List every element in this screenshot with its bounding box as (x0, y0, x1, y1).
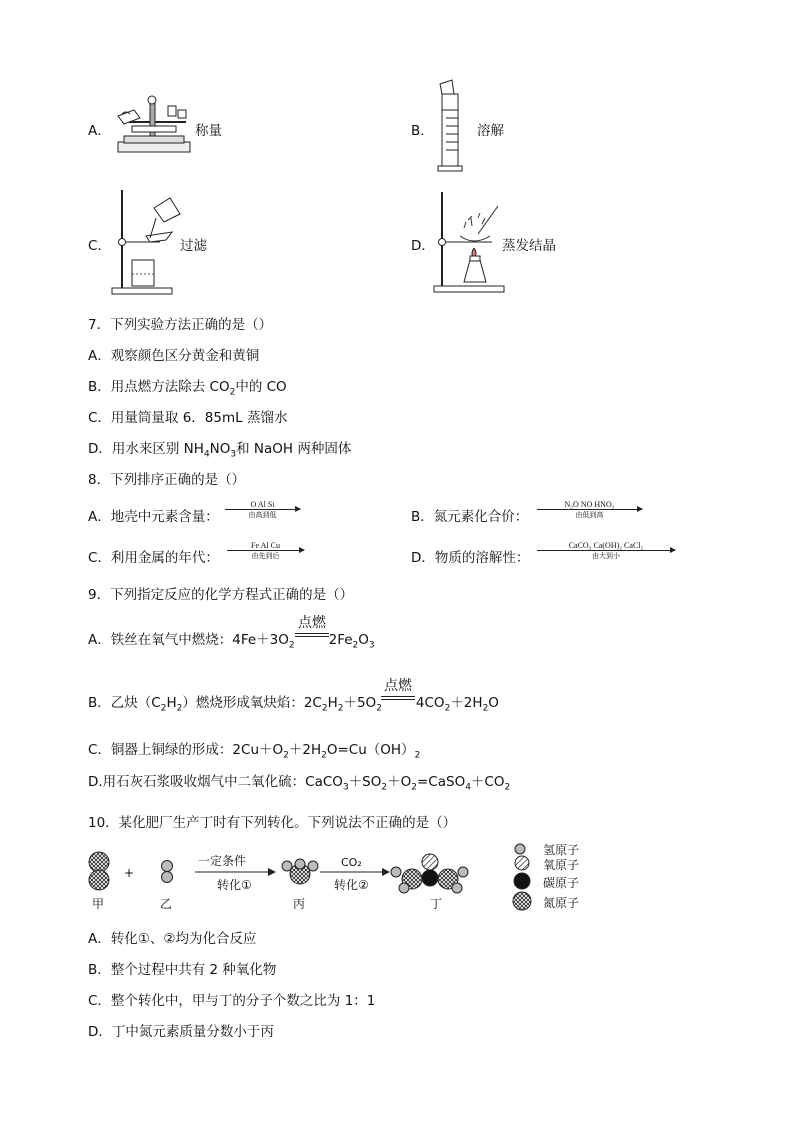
q7-option-a: A．观察颜色区分黄金和黄铜 (88, 348, 260, 364)
arrow1-top-label: 一定条件 (198, 854, 247, 868)
q9-stem: 9．下列指定反应的化学方程式正确的是（） (88, 587, 354, 603)
carbon-atom-icon (514, 873, 530, 889)
plus-sign: + (124, 866, 135, 880)
q8-option-c-arrow: Fe Al Cu 由先到后 (227, 541, 304, 561)
legend-carbon: 碳原子 (543, 876, 580, 890)
q9-option-a: A．铁丝在氧气中燃烧：$4Fe+3O_2$ $2Fe_2O_3$ (88, 632, 375, 651)
arrow2-top-label: CO₂ (341, 856, 362, 869)
q6-option-d-letter: D． (411, 238, 435, 254)
q6-option-a-label: 称量 (195, 123, 222, 139)
q10-stem: 10．某化肥厂生产丁时有下列转化。下列说法不正确的是（） (88, 815, 457, 831)
q8-stem: 8．下列排序正确的是（） (88, 472, 246, 488)
label-yi: 乙 (160, 897, 173, 911)
q6-option-c-label: 过滤 (180, 238, 207, 254)
arrow2-bottom-label: 转化② (334, 878, 369, 892)
q9-option-a-condition: 点燃 (295, 612, 329, 637)
arrow1-bottom-label: 转化① (217, 878, 252, 892)
oxygen-atom-icon (515, 856, 529, 870)
q10-option-a: A．转化①、②均为化合反应 (88, 931, 257, 947)
q8-option-a-arrow: O Al Si 由高到低 (225, 500, 300, 520)
q6-option-b-label: 溶解 (477, 123, 504, 139)
q6-option-a-letter: A． (88, 123, 111, 139)
label-jia: 甲 (92, 897, 105, 911)
q8-option-c-label: C．利用金属的年代： (88, 550, 219, 566)
q7-stem: 7．下列实验方法正确的是（） (88, 317, 273, 333)
q9-option-b-condition: 点燃 (381, 675, 415, 700)
q10-option-d: D．丁中氮元素质量分数小于丙 (88, 1024, 274, 1040)
q6-option-c-letter: C． (88, 238, 111, 254)
q6-option-b-letter: B． (411, 123, 434, 139)
q7-option-c: C．用量筒量取 6．85mL 蒸馏水 (88, 410, 288, 426)
legend-nitrogen: 氮原子 (543, 896, 580, 910)
q7-option-b: B．用点燃方法除去 $CO_2$中的 CO (88, 379, 287, 398)
q9-option-c: C．铜器上铜绿的形成：$2Cu+O_2+2H_2O=Cu(OH)_2$ (88, 742, 421, 761)
q9-option-b: B．乙炔$(C_2H_2)$燃烧形成氧炔焰：$2C_2H_2+5O_2$ $4CO_2+2H_2O$ (88, 695, 499, 714)
hydrogen-atom-icon (515, 844, 525, 854)
q7-option-d: D．用水来区别 $NH_4NO_3$和 NaOH 两种固体 (88, 441, 352, 460)
legend-hydrogen: 氢原子 (543, 843, 580, 857)
nitrogen-atom-icon (513, 892, 531, 910)
q10-option-c: C．整个转化中，甲与丁的分子个数之比为 1：1 (88, 993, 376, 1009)
q8-option-d-arrow: CaCO₃ Ca(OH)₂ CaCl₂ 由大到小 (537, 541, 675, 561)
q10-option-b: B．整个过程中共有 2 种氧化物 (88, 962, 277, 978)
label-ding: 丁 (430, 897, 443, 911)
q9-option-d: D.用石灰石浆吸收烟气中二氧化硫：$CaCO_3+SO_2+O_2=CaSO_4+CO_2$ (88, 774, 511, 793)
q6-option-d-label: 蒸发结晶 (502, 238, 556, 254)
q8-option-d-label: D．物质的溶解性： (411, 550, 530, 566)
legend-oxygen: 氧原子 (543, 858, 580, 872)
q8-option-a-label: A．地壳中元素含量： (88, 509, 219, 525)
q8-option-b-label: B．氮元素化合价： (411, 509, 529, 525)
label-bing: 丙 (293, 897, 306, 911)
q8-option-b-arrow: N₂O NO HNO₃ 由低到高 (537, 500, 642, 520)
